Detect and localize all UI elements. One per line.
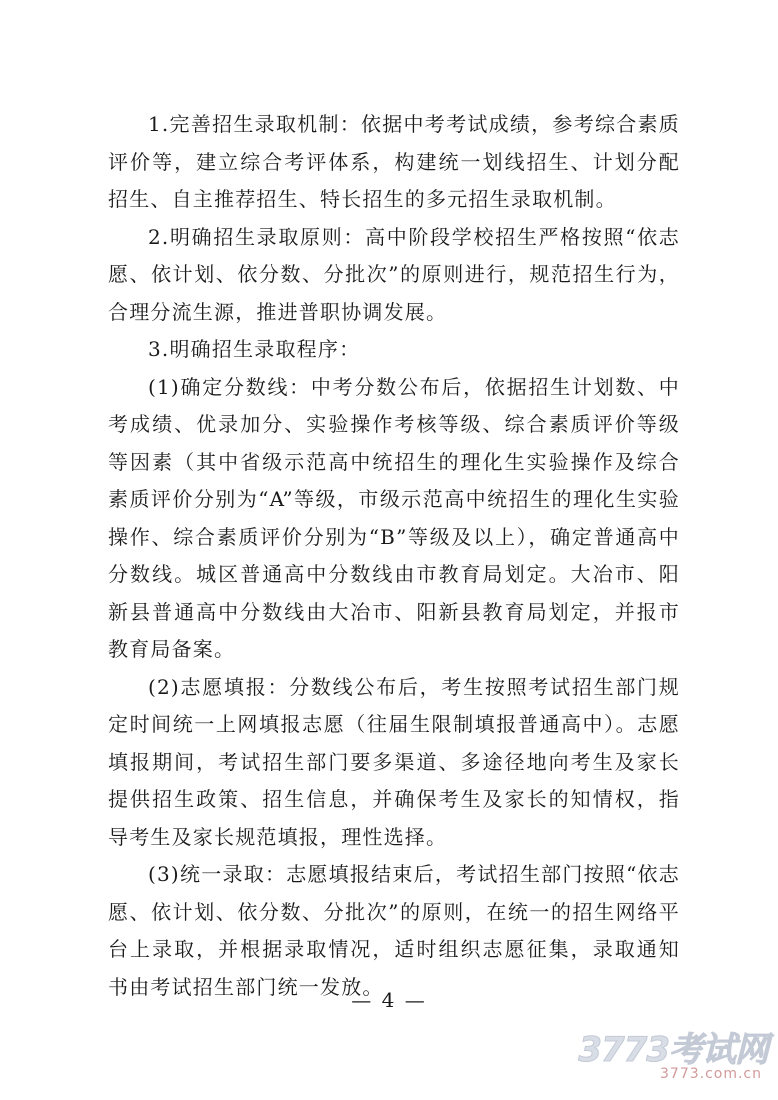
- page-number: — 4 —: [351, 988, 427, 1012]
- watermark-title: 3773考试网: [578, 1030, 768, 1070]
- paragraph-score-line: (1)确定分数线：中考分数公布后，依据招生计划数、中考成绩、优录加分、实验操作考核等级、综合素质评价等级等因素（其中省级示范高中统招生的理化生实验操作及综合素质评价分别为“A”等级，市级示范高中统招生的理化生实验操作、综合素质评价分别为“B”等级及以上），确定普通高中分数线。城区普通高中分数线由市教育局划定。大冶市、阳新县普通高中分数线由大冶市、阳新县教育局划定，并报市教育局备案。: [108, 374, 680, 661]
- paragraph-application-filing: (2)志愿填报：分数线公布后，考生按照考试招生部门规定时间统一上网填报志愿（往届生限制填报普通高中）。志愿填报期间，考试招生部门要多渠道、多途径地向考生及家长提供招生政策、招生信息，并确保考生及家长的知情权，指导考生及家长规范填报，理性选择。: [108, 674, 680, 849]
- document-body: [108, 106, 680, 1006]
- watermark-url: 3773.com.cn: [660, 1066, 762, 1082]
- paragraph-unified-admission: (3)统一录取：志愿填报结束后，考试招生部门按照“依志愿、依计划、依分数、分批次”的原则，在统一的招生网络平台上录取，并根据录取情况，适时组织志愿征集，录取通知书由考试招生部门统一发放。: [108, 862, 680, 999]
- paragraph-admission-mechanism: 1.完善招生录取机制：依据中考考试成绩，参考综合素质评价等，建立综合考评体系，构建统一划线招生、计划分配招生、自主推荐招生、特长招生的多元招生录取机制。: [108, 112, 680, 211]
- paragraph-admission-procedure-heading: 3.明确招生录取程序：: [148, 337, 361, 361]
- paragraph-admission-principle: 2.明确招生录取原则：高中阶段学校招生严格按照“依志愿、依计划、依分数、分批次”的原则进行，规范招生行为，合理分流生源，推进普职协调发展。: [108, 224, 680, 324]
- watermark-logo: [578, 1022, 768, 1090]
